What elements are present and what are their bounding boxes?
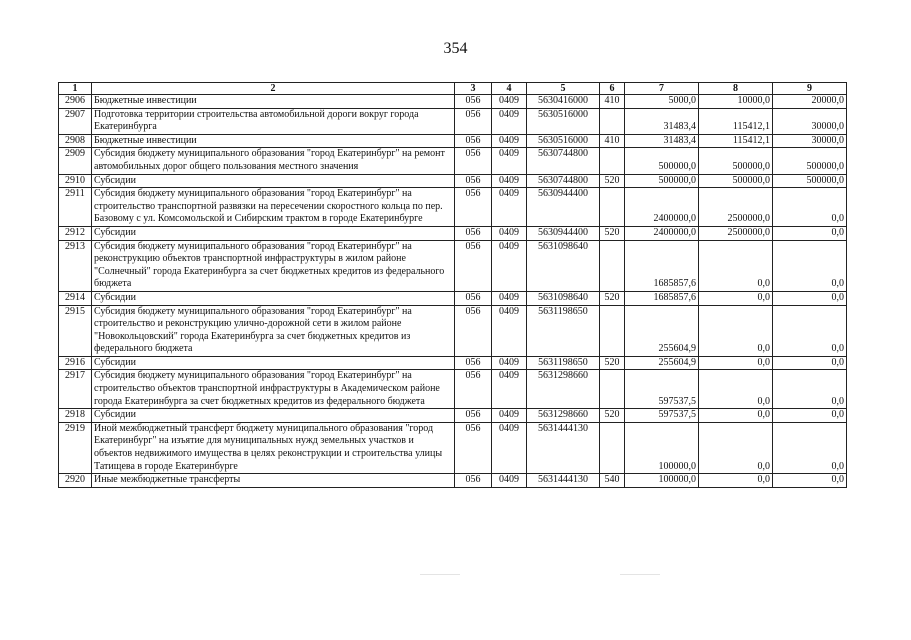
table-row <box>59 108 847 134</box>
amount-col-8: 2500000,0 <box>699 188 773 227</box>
admin-code: 056 <box>455 422 492 473</box>
table-row <box>59 134 847 148</box>
expense-type-code <box>600 422 625 473</box>
section-code: 0409 <box>492 134 527 148</box>
table-row <box>59 240 847 291</box>
amount-col-9: 30000,0 <box>773 108 847 134</box>
target-code: 5631298660 <box>527 409 600 423</box>
target-code: 5631444130 <box>527 422 600 473</box>
section-code: 0409 <box>492 370 527 409</box>
row-number: 2920 <box>59 474 92 488</box>
target-code: 5631198650 <box>527 305 600 356</box>
amount-col-7: 100000,0 <box>625 474 699 488</box>
amount-col-7: 1685857,6 <box>625 291 699 305</box>
admin-code: 056 <box>455 240 492 291</box>
header-cell: 5 <box>527 83 600 95</box>
admin-code: 056 <box>455 226 492 240</box>
amount-col-9: 500000,0 <box>773 174 847 188</box>
item-name: Субсидии <box>92 291 455 305</box>
header-cell: 9 <box>773 83 847 95</box>
target-code: 5631444130 <box>527 474 600 488</box>
header-cell: 4 <box>492 83 527 95</box>
target-code: 5630416000 <box>527 95 600 109</box>
header-cell: 3 <box>455 83 492 95</box>
table-row <box>59 226 847 240</box>
row-number: 2919 <box>59 422 92 473</box>
section-code: 0409 <box>492 356 527 370</box>
amount-col-9: 30000,0 <box>773 134 847 148</box>
amount-col-8: 115412,1 <box>699 134 773 148</box>
row-number: 2916 <box>59 356 92 370</box>
page-number: 354 <box>443 40 468 57</box>
table-row <box>59 305 847 356</box>
item-name: Субсидия бюджету муниципального образования "город Екатеринбург" на строительство транспортной развязки на пересечении скоростного кольца по пер. Базовому с ул. Комсомольской и Сибирским трактом в городе Екатеринбурге <box>92 188 455 227</box>
section-code: 0409 <box>492 108 527 134</box>
amount-col-8: 0,0 <box>699 370 773 409</box>
expense-type-code: 540 <box>600 474 625 488</box>
expense-type-code <box>600 370 625 409</box>
row-number: 2908 <box>59 134 92 148</box>
expense-type-code: 520 <box>600 174 625 188</box>
amount-col-8: 0,0 <box>699 409 773 423</box>
amount-col-8: 500000,0 <box>699 148 773 174</box>
admin-code: 056 <box>455 108 492 134</box>
amount-col-8: 0,0 <box>699 240 773 291</box>
admin-code: 056 <box>455 134 492 148</box>
amount-col-9: 0,0 <box>773 422 847 473</box>
amount-col-8: 2500000,0 <box>699 226 773 240</box>
amount-col-9: 500000,0 <box>773 148 847 174</box>
target-code: 5630516000 <box>527 134 600 148</box>
admin-code: 056 <box>455 148 492 174</box>
amount-col-7: 5000,0 <box>625 95 699 109</box>
expense-type-code <box>600 188 625 227</box>
expense-type-code: 520 <box>600 226 625 240</box>
amount-col-9: 20000,0 <box>773 95 847 109</box>
target-code: 5630516000 <box>527 108 600 134</box>
admin-code: 056 <box>455 291 492 305</box>
item-name: Субсидии <box>92 226 455 240</box>
item-name: Бюджетные инвестиции <box>92 95 455 109</box>
table-row <box>59 291 847 305</box>
amount-col-8: 115412,1 <box>699 108 773 134</box>
table-row <box>59 95 847 109</box>
row-number: 2909 <box>59 148 92 174</box>
header-cell: 8 <box>699 83 773 95</box>
item-name: Субсидия бюджету муниципального образования "город Екатеринбург" на реконструкцию объектов транспортной инфраструктуры в жилом районе "Солнечный" города Екатеринбурга за счет бюджетных кредитов из федерального бюджета <box>92 240 455 291</box>
section-code: 0409 <box>492 148 527 174</box>
table-row <box>59 474 847 488</box>
table-row <box>59 356 847 370</box>
table-row <box>59 409 847 423</box>
admin-code: 056 <box>455 356 492 370</box>
row-number: 2915 <box>59 305 92 356</box>
header-cell: 1 <box>59 83 92 95</box>
item-name: Субсидии <box>92 174 455 188</box>
amount-col-9: 0,0 <box>773 356 847 370</box>
amount-col-7: 597537,5 <box>625 409 699 423</box>
amount-col-7: 597537,5 <box>625 370 699 409</box>
expense-type-code: 520 <box>600 291 625 305</box>
amount-col-8: 0,0 <box>699 356 773 370</box>
row-number: 2917 <box>59 370 92 409</box>
amount-col-7: 2400000,0 <box>625 188 699 227</box>
admin-code: 056 <box>455 174 492 188</box>
table-row <box>59 370 847 409</box>
expense-type-code <box>600 108 625 134</box>
target-code: 5630744800 <box>527 148 600 174</box>
amount-col-9: 0,0 <box>773 226 847 240</box>
item-name: Субсидии <box>92 409 455 423</box>
item-name: Субсидия бюджету муниципального образования "город Екатеринбург" на ремонт автомобильных дорог общего пользования местного значения <box>92 148 455 174</box>
amount-col-7: 2400000,0 <box>625 226 699 240</box>
target-code: 5630944400 <box>527 226 600 240</box>
expense-type-code: 520 <box>600 356 625 370</box>
amount-col-9: 0,0 <box>773 240 847 291</box>
row-number: 2906 <box>59 95 92 109</box>
item-name: Субсидия бюджету муниципального образования "город Екатеринбург" на строительство объектов транспортной инфраструктуры в Академическом районе города Екатеринбурга за счет бюджетных кредитов из федерального бюджета <box>92 370 455 409</box>
row-number: 2912 <box>59 226 92 240</box>
amount-col-9: 0,0 <box>773 474 847 488</box>
amount-col-9: 0,0 <box>773 370 847 409</box>
expense-type-code: 520 <box>600 409 625 423</box>
admin-code: 056 <box>455 474 492 488</box>
row-number: 2907 <box>59 108 92 134</box>
header-cell: 2 <box>92 83 455 95</box>
amount-col-7: 500000,0 <box>625 148 699 174</box>
admin-code: 056 <box>455 95 492 109</box>
amount-col-8: 0,0 <box>699 305 773 356</box>
section-code: 0409 <box>492 174 527 188</box>
expense-type-code <box>600 305 625 356</box>
target-code: 5631098640 <box>527 291 600 305</box>
admin-code: 056 <box>455 305 492 356</box>
amount-col-7: 255604,9 <box>625 356 699 370</box>
expense-type-code <box>600 148 625 174</box>
amount-col-7: 500000,0 <box>625 174 699 188</box>
amount-col-9: 0,0 <box>773 305 847 356</box>
budget-table <box>58 82 847 488</box>
target-code: 5630744800 <box>527 174 600 188</box>
section-code: 0409 <box>492 291 527 305</box>
row-number: 2910 <box>59 174 92 188</box>
row-number: 2911 <box>59 188 92 227</box>
item-name: Бюджетные инвестиции <box>92 134 455 148</box>
item-name: Субсидия бюджету муниципального образования "город Екатеринбург" на строительство и реконструкцию улично-дорожной сети в жилом районе "Новокольцовский" города Екатеринбурга за счет бюджетных кредитов из федерального бюджета <box>92 305 455 356</box>
admin-code: 056 <box>455 188 492 227</box>
amount-col-7: 100000,0 <box>625 422 699 473</box>
target-code: 5631098640 <box>527 240 600 291</box>
section-code: 0409 <box>492 95 527 109</box>
amount-col-9: 0,0 <box>773 188 847 227</box>
amount-col-8: 500000,0 <box>699 174 773 188</box>
amount-col-8: 0,0 <box>699 291 773 305</box>
header-cell: 6 <box>600 83 625 95</box>
table-row <box>59 188 847 227</box>
expense-type-code: 410 <box>600 134 625 148</box>
row-number: 2914 <box>59 291 92 305</box>
item-name: Иной межбюджетный трансферт бюджету муниципального образования "город Екатеринбург" на изъятие для муниципальных нужд земельных участков и объектов недвижимого имущества в целях реконструкции и строительства улицы Татищева в городе Екатеринбурге <box>92 422 455 473</box>
item-name: Иные межбюджетные трансферты <box>92 474 455 488</box>
item-name: Подготовка территории строительства автомобильной дороги вокруг города Екатеринбурга <box>92 108 455 134</box>
header-cell: 7 <box>625 83 699 95</box>
header-row <box>59 83 847 95</box>
target-code: 5631298660 <box>527 370 600 409</box>
section-code: 0409 <box>492 188 527 227</box>
table-row <box>59 148 847 174</box>
row-number: 2913 <box>59 240 92 291</box>
amount-col-8: 10000,0 <box>699 95 773 109</box>
table-row <box>59 422 847 473</box>
amount-col-8: 0,0 <box>699 422 773 473</box>
section-code: 0409 <box>492 474 527 488</box>
section-code: 0409 <box>492 422 527 473</box>
section-code: 0409 <box>492 305 527 356</box>
section-code: 0409 <box>492 409 527 423</box>
row-number: 2918 <box>59 409 92 423</box>
item-name: Субсидии <box>92 356 455 370</box>
table-row <box>59 174 847 188</box>
section-code: 0409 <box>492 240 527 291</box>
amount-col-9: 0,0 <box>773 409 847 423</box>
amount-col-7: 1685857,6 <box>625 240 699 291</box>
target-code: 5631198650 <box>527 356 600 370</box>
admin-code: 056 <box>455 370 492 409</box>
amount-col-7: 31483,4 <box>625 134 699 148</box>
expense-type-code <box>600 240 625 291</box>
amount-col-7: 31483,4 <box>625 108 699 134</box>
expense-type-code: 410 <box>600 95 625 109</box>
section-code: 0409 <box>492 226 527 240</box>
target-code: 5630944400 <box>527 188 600 227</box>
admin-code: 056 <box>455 409 492 423</box>
amount-col-8: 0,0 <box>699 474 773 488</box>
amount-col-7: 255604,9 <box>625 305 699 356</box>
amount-col-9: 0,0 <box>773 291 847 305</box>
